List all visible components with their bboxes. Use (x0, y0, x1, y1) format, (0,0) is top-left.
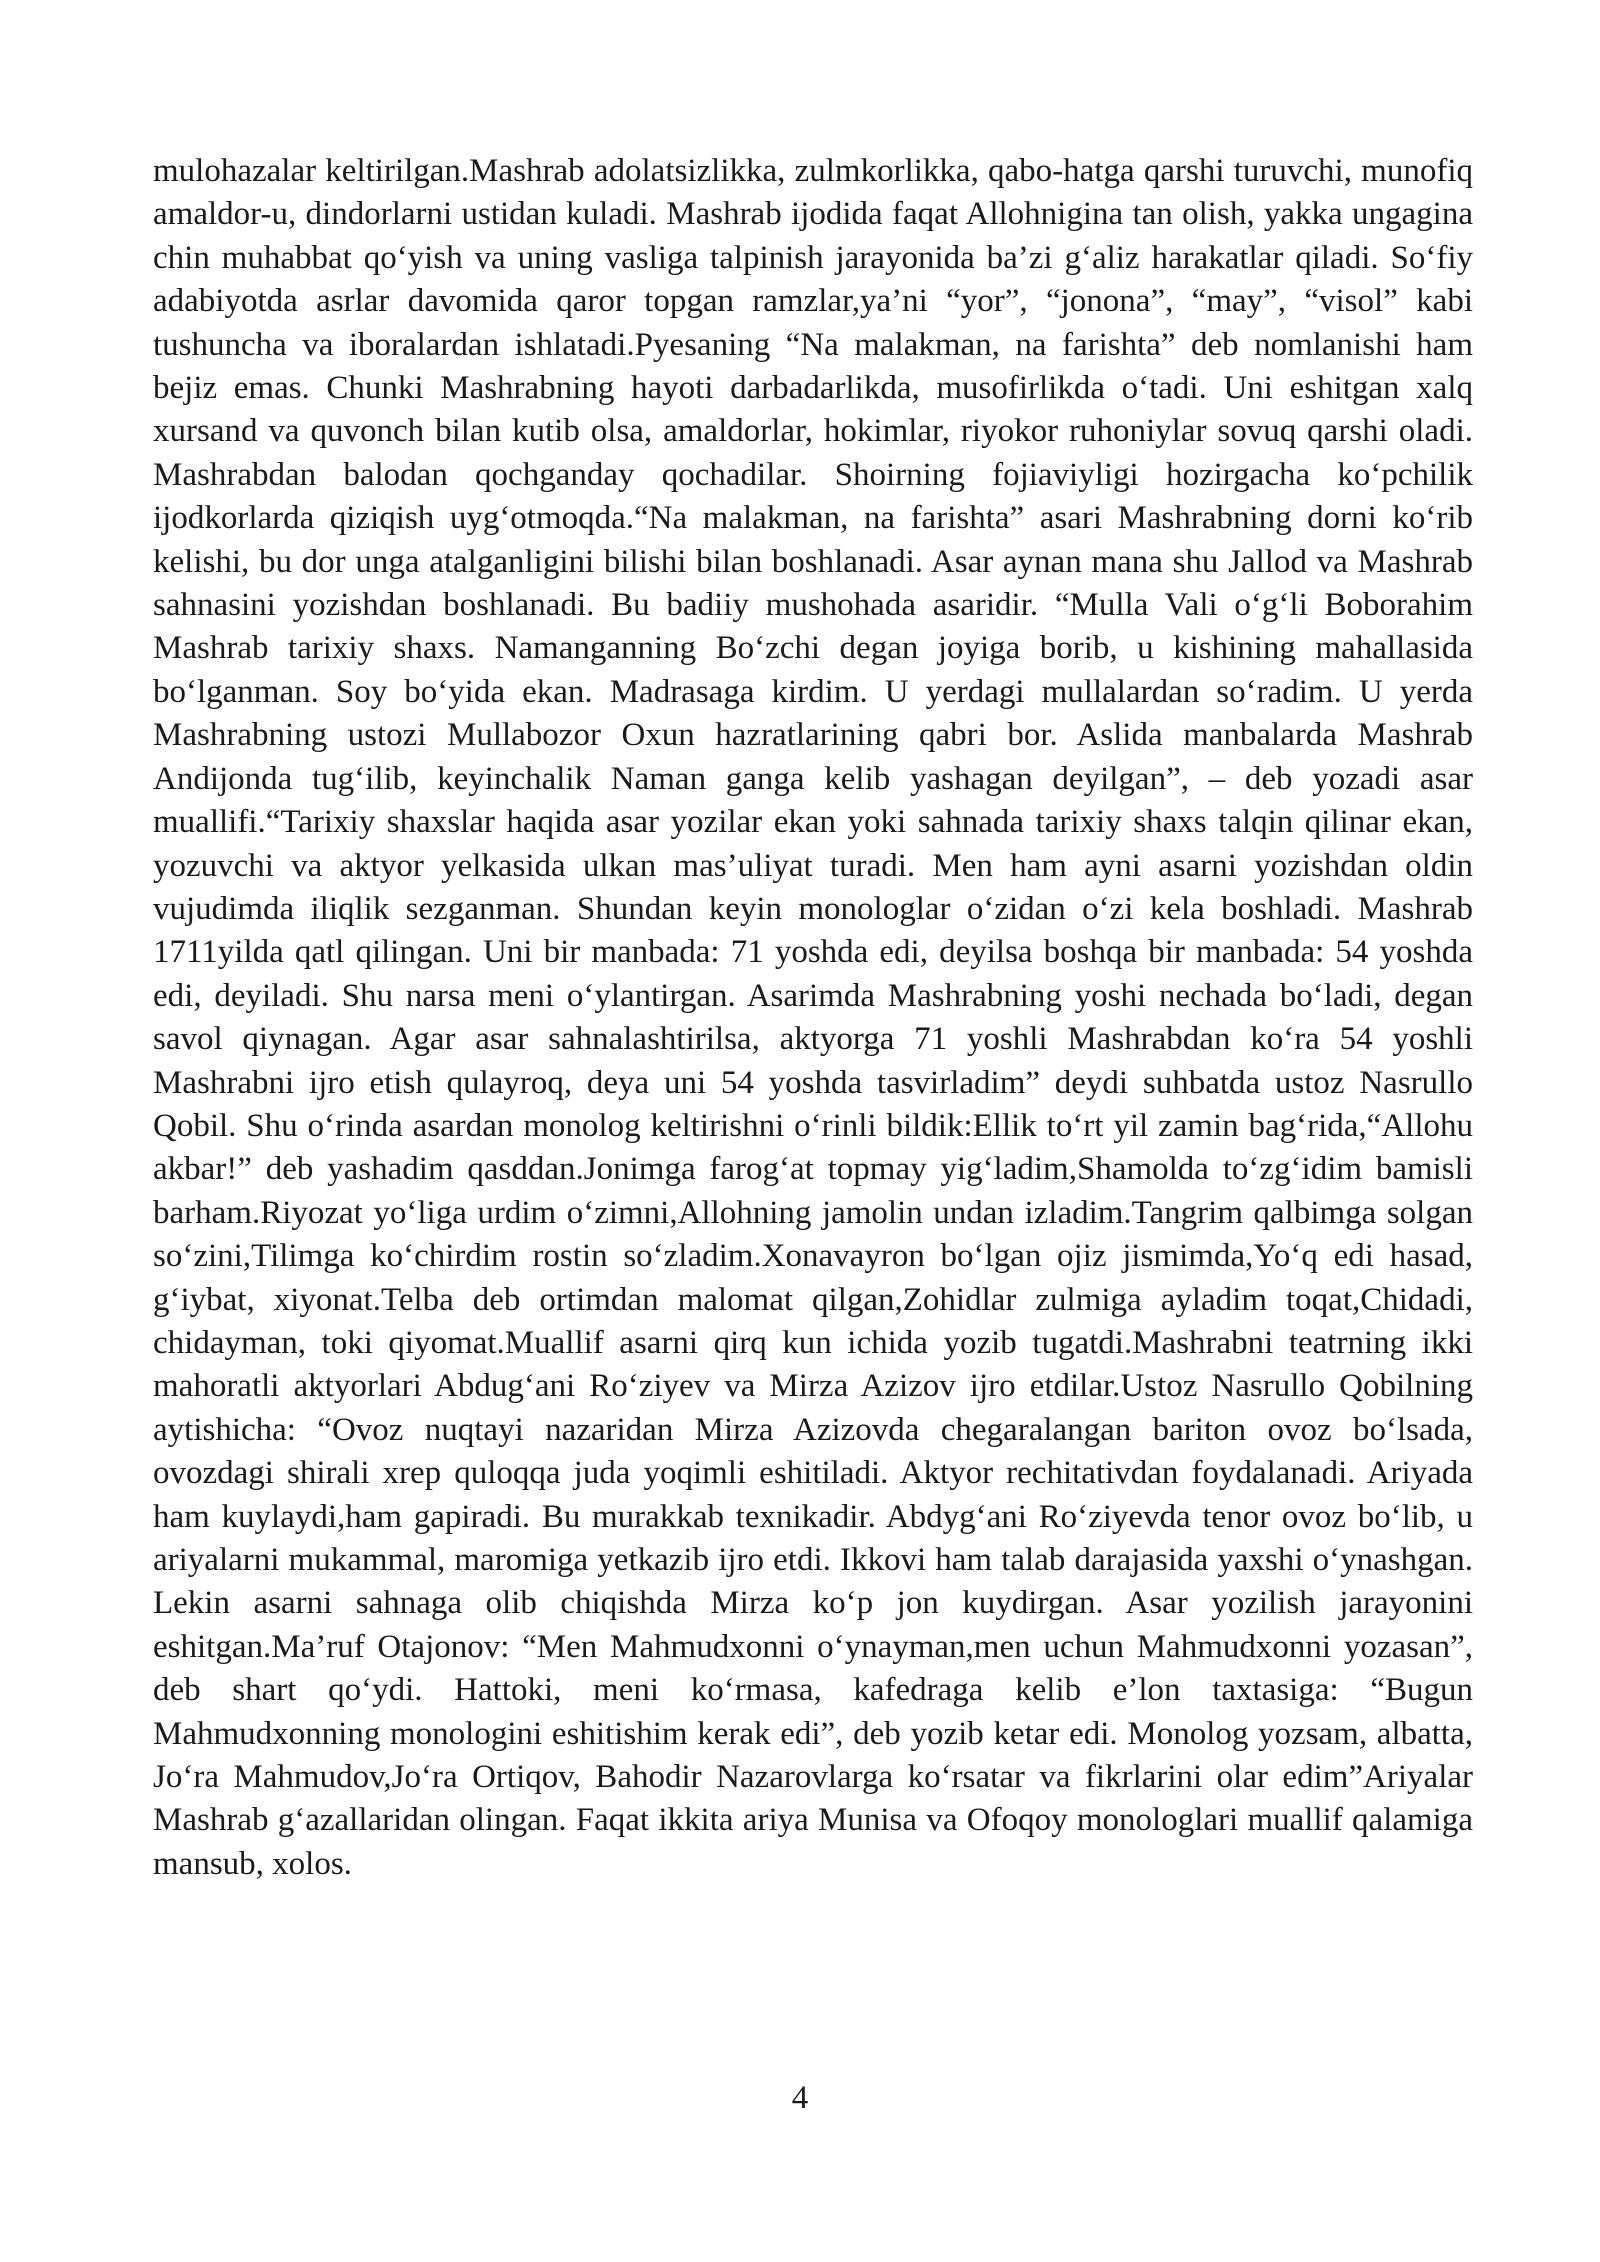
body-paragraph: mulohazalar keltirilgan.Mashrab adolatsizlikka, zulmkorlikka, qabo-hatga qarshi turuvchi, munofiq amaldor-u, dindorlarni ustidan kuladi. Mashrab ijodida faqat Allohnigina tan olish, yakka ungagina chin muhabbat qo‘yish va uning vasliga talpinish jarayonida ba’zi g‘aliz harakatlar qiladi. So‘fiy adabiyotda asrlar davomida qaror topgan ramzlar,ya’ni “yor”, “jonona”, “may”, “visol” kabi tushuncha va iboralardan ishlatadi.Pyesaning “Na malakman, na farishta” deb nomlanishi ham bejiz emas. Chunki Mashrabning hayoti darbadarlikda, musofirlikda o‘tadi. Uni eshitgan xalq xursand va quvonch bilan kutib olsa, amaldorlar, hokimlar, riyokor ruhoniylar sovuq qarshi oladi. Mashrabdan balodan qochganday qochadilar. Shoirning fojiaviyligi hozirgacha ko‘pchilik ijodkorlarda qiziqish uyg‘otmoqda.“Na malakman, na farishta” asari Mashrabning dorni ko‘rib kelishi, bu dor unga atalganligini bilishi bilan boshlanadi. Asar aynan mana shu Jallod va Mashrab sahnasini yozishdan boshlanadi. Bu badiiy mushohada asaridir. “Mulla Vali o‘g‘li Boborahim Mashrab tarixiy shaxs. Namanganning Bo‘zchi degan joyiga borib, u kishining mahallasida bo‘lganman. Soy bo‘yida ekan. Madrasaga kirdim. U yerdagi mullalardan so‘radim. U yerda Mashrabning ustozi Mullabozor Oxun hazratlarining qabri bor. Aslida manbalarda Mashrab Andijonda tug‘ilib, keyinchalik Naman ganga kelib yashagan deyilgan”, – deb yozadi asar muallifi.“Tarixiy shaxslar haqida asar yozilar ekan yoki sahnada tarixiy shaxs talqin qilinar ekan, yozuvchi va aktyor yelkasida ulkan mas’uliyat turadi. Men ham ayni asarni yozishdan oldin vujudimda iliqlik sezganman. Shundan keyin monologlar o‘zidan o‘zi kela boshladi. Mashrab 1711yilda qatl qilingan. Uni bir manbada: 71 yoshda edi, deyilsa boshqa bir manbada: 54 yoshda edi, deyiladi. Shu narsa meni o‘ylantirgan. Asarimda Mashrabning yoshi nechada bo‘ladi, degan savol qiynagan. Agar asar sahnalashtirilsa, aktyorga 71 yoshli Mashrabdan ko‘ra 54 yoshli Mashrabni ijro etish qulayroq, deya uni 54 yoshda tasvirladim” deydi suhbatda ustoz Nasrullo Qobil. Shu o‘rinda asardan monolog keltirishni o‘rinli bildik:Ellik to‘rt yil zamin bag‘rida,“Allohu akbar!” deb yashadim qasddan.Jonimga farog‘at topmay yig‘ladim,Shamolda to‘zg‘idim bamisli barham.Riyozat yo‘liga urdim o‘zimni,Allohning jamolin undan izladim.Tangrim qalbimga solgan so‘zini,Tilimga ko‘chirdim rostin so‘zladim.Xonavayron bo‘lgan ojiz jismimda,Yo‘q edi hasad, g‘iybat, xiyonat.Telba deb ortimdan malomat qilgan,Zohidlar zulmiga ayladim toqat,Chidadi, chidayman, toki qiyomat.Muallif asarni qirq kun ichida yozib tugatdi.Mashrabni teatrning ikki mahoratli aktyorlari Abdug‘ani Ro‘ziyev va Mirza Azizov ijro etdilar.Ustoz Nasrullo Qobilning aytishicha: “Ovoz nuqtayi nazaridan Mirza Azizovda chegaralangan bariton ovoz bo‘lsada, ovozdagi shirali xrep quloqqa juda yoqimli eshitiladi. Aktyor rechitativdan foydalanadi. Ariyada ham kuylaydi,ham gapiradi. Bu murakkab texnikadir. Abdyg‘ani Ro‘ziyevda tenor ovoz bo‘lib, u ariyalarni mukammal, maromiga yetkazib ijro etdi. Ikkovi ham talab darajasida yaxshi o‘ynashgan. Lekin asarni sahnaga olib chiqishda Mirza ko‘p jon kuydirgan. Asar yozilish jarayonini eshitgan.Ma’ruf Otajonov: “Men Mahmudxonni o‘ynayman,men uchun Mahmudxonni yozasan”, deb shart qo‘ydi. Hattoki, meni ko‘rmasa, kafedraga kelib e’lon taxtasiga: “Bugun Mahmudxonning monologini eshitishim kerak edi”, deb yozib ketar edi. Monolog yozsam, albatta, Jo‘ra Mahmudov,Jo‘ra Ortiqov, Bahodir Nazarovlarga ko‘rsatar va fikrlarini olar edim”Ariyalar Mashrab g‘azallaridan olingan. Faqat ikkita ariya Munisa va Ofoqoy monologlari muallif qalamiga mansub, xolos. (153, 153, 1473, 1882)
page-number: 4 (791, 2080, 809, 2116)
